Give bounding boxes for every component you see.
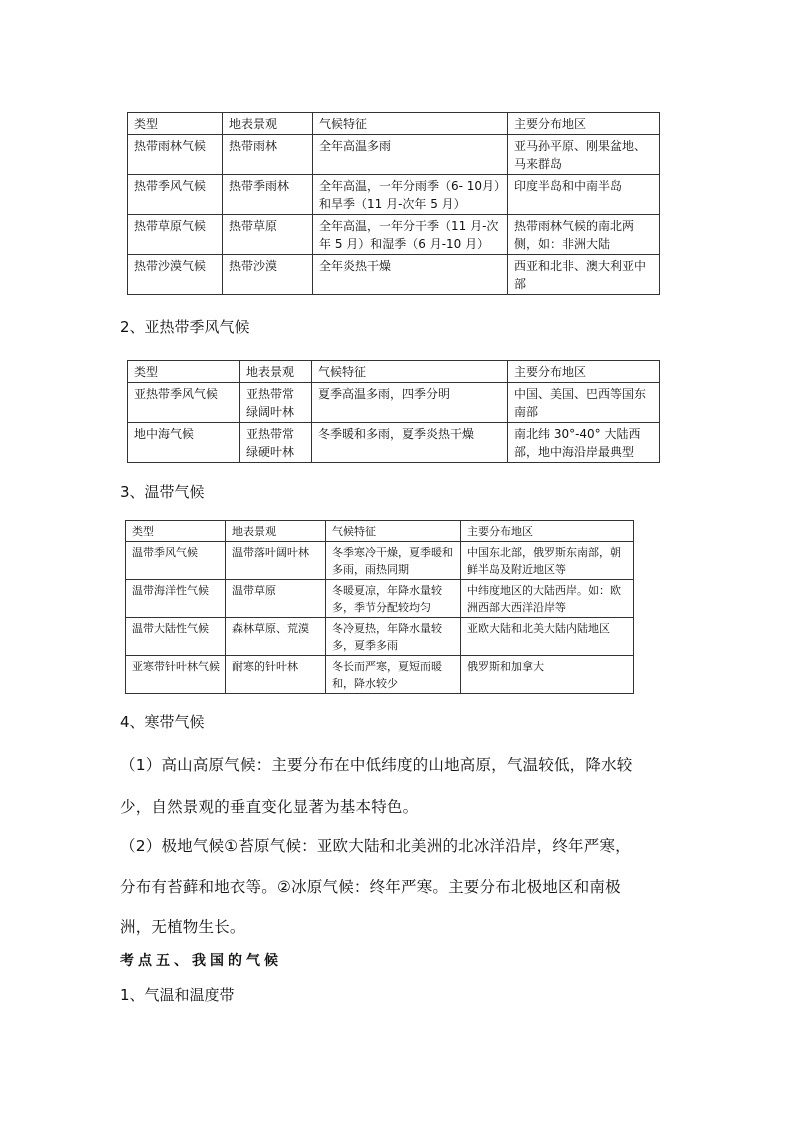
table-cell: 西亚和北非、澳大利亚中部 bbox=[508, 255, 660, 295]
table-cell: 俄罗斯和加拿大 bbox=[461, 656, 634, 694]
table-header-row bbox=[128, 113, 660, 135]
table-row bbox=[128, 215, 660, 255]
table-cell: 中国东北部，俄罗斯东南部，朝鲜半岛及附近地区等 bbox=[461, 542, 634, 580]
table-cell: 全年高温，一年分干季（11 月-次年 5 月）和湿季（6 月-10 月） bbox=[313, 215, 508, 255]
section-heading-cold: 4、寒带气候 bbox=[120, 713, 205, 731]
table-row bbox=[128, 135, 660, 175]
table-cell: 冬长而严寒，夏短而暖和，降水较少 bbox=[326, 656, 461, 694]
table-cell: 冬冷夏热，年降水量较多，夏季多雨 bbox=[326, 618, 461, 656]
paragraph-line: 洲，无植物生长。 bbox=[120, 918, 246, 936]
section-heading-temperature: 1、气温和温度带 bbox=[120, 986, 235, 1004]
table-cell: 亚欧大陆和北美大陆内陆地区 bbox=[461, 618, 634, 656]
table-cell: 冬暖夏凉，年降水量较多，季节分配较均匀 bbox=[326, 580, 461, 618]
table-cell: 温带大陆性气候 bbox=[126, 618, 226, 656]
table-cell: 热带草原气候 bbox=[128, 215, 223, 255]
table-cell: 冬季寒冷干燥，夏季暖和多雨，雨热同期 bbox=[326, 542, 461, 580]
header-cell: 地表景观 bbox=[226, 521, 326, 542]
header-cell: 地表景观 bbox=[240, 361, 312, 383]
table-header-row bbox=[128, 361, 660, 383]
header-cell: 地表景观 bbox=[223, 113, 313, 135]
paragraph-line: 分布有苔藓和地衣等。②冰原气候：终年严寒。主要分布北极地区和南极 bbox=[120, 878, 621, 896]
section-heading-subtropical: 2、亚热带季风气候 bbox=[120, 318, 250, 336]
table-cell: 亚马孙平原、刚果盆地、马来群岛 bbox=[508, 135, 660, 175]
table-cell: 温带海洋性气候 bbox=[126, 580, 226, 618]
table-cell: 全年高温，一年分雨季（6- 10月）和旱季（11 月-次年 5 月） bbox=[313, 175, 508, 215]
temperate-climate-table bbox=[125, 520, 634, 694]
table-cell: 亚热带季风气候 bbox=[128, 383, 240, 423]
table-cell: 热带季雨林 bbox=[223, 175, 313, 215]
table-cell: 温带季风气候 bbox=[126, 542, 226, 580]
table-cell: 热带沙漠气候 bbox=[128, 255, 223, 295]
header-cell: 气候特征 bbox=[312, 361, 508, 383]
table-row bbox=[126, 580, 634, 618]
table-cell: 南北纬 30°-40° 大陆西部，地中海沿岸最典型 bbox=[508, 423, 660, 463]
table-row bbox=[128, 175, 660, 215]
table-cell: 全年高温多雨 bbox=[313, 135, 508, 175]
table-row bbox=[128, 255, 660, 295]
table-cell: 热带草原 bbox=[223, 215, 313, 255]
table-row bbox=[128, 383, 660, 423]
section-heading-temperate: 3、温带气候 bbox=[120, 483, 205, 501]
table-cell: 亚寒带针叶林气候 bbox=[126, 656, 226, 694]
header-cell: 类型 bbox=[128, 361, 240, 383]
section-title: 考点五、我国的气候 bbox=[120, 953, 282, 969]
table-row bbox=[126, 542, 634, 580]
table-cell: 热带沙漠 bbox=[223, 255, 313, 295]
paragraph-line: （1）高山高原气候：主要分布在中低纬度的山地高原，气温较低，降水较 bbox=[120, 756, 633, 774]
table-cell: 中纬度地区的大陆西岸。如：欧洲西部大西洋沿岸等 bbox=[461, 580, 634, 618]
table-cell: 地中海气候 bbox=[128, 423, 240, 463]
table-cell: 夏季高温多雨，四季分明 bbox=[312, 383, 508, 423]
table-cell: 冬季暖和多雨，夏季炎热干燥 bbox=[312, 423, 508, 463]
table-cell: 热带雨林 bbox=[223, 135, 313, 175]
header-cell: 主要分布地区 bbox=[508, 113, 660, 135]
table-row bbox=[126, 618, 634, 656]
paragraph-line: （2）极地气候①苔原气候：亚欧大陆和北美洲的北冰洋沿岸，终年严寒， bbox=[120, 837, 631, 855]
header-cell: 气候特征 bbox=[313, 113, 508, 135]
table-cell: 温带草原 bbox=[226, 580, 326, 618]
table-cell: 全年炎热干燥 bbox=[313, 255, 508, 295]
table-cell: 耐寒的针叶林 bbox=[226, 656, 326, 694]
subtropical-climate-table bbox=[127, 360, 660, 463]
table-header-row bbox=[126, 521, 634, 542]
table-row bbox=[128, 423, 660, 463]
table-cell: 亚热带常绿阔叶林 bbox=[240, 383, 312, 423]
table-cell: 热带季风气候 bbox=[128, 175, 223, 215]
table-cell: 中国、美国、巴西等国东南部 bbox=[508, 383, 660, 423]
table-cell: 热带雨林气候 bbox=[128, 135, 223, 175]
header-cell: 主要分布地区 bbox=[508, 361, 660, 383]
header-cell: 主要分布地区 bbox=[461, 521, 634, 542]
table-cell: 亚热带常绿硬叶林 bbox=[240, 423, 312, 463]
header-cell: 类型 bbox=[126, 521, 226, 542]
tropical-climate-table bbox=[127, 112, 660, 295]
table-cell: 森林草原、荒漠 bbox=[226, 618, 326, 656]
header-cell: 类型 bbox=[128, 113, 223, 135]
header-cell: 气候特征 bbox=[326, 521, 461, 542]
table-cell: 印度半岛和中南半岛 bbox=[508, 175, 660, 215]
table-cell: 热带雨林气候的南北两侧，如：非洲大陆 bbox=[508, 215, 660, 255]
paragraph-line: 少，自然景观的垂直变化显著为基本特色。 bbox=[120, 798, 419, 816]
table-row bbox=[126, 656, 634, 694]
table-cell: 温带落叶阔叶林 bbox=[226, 542, 326, 580]
